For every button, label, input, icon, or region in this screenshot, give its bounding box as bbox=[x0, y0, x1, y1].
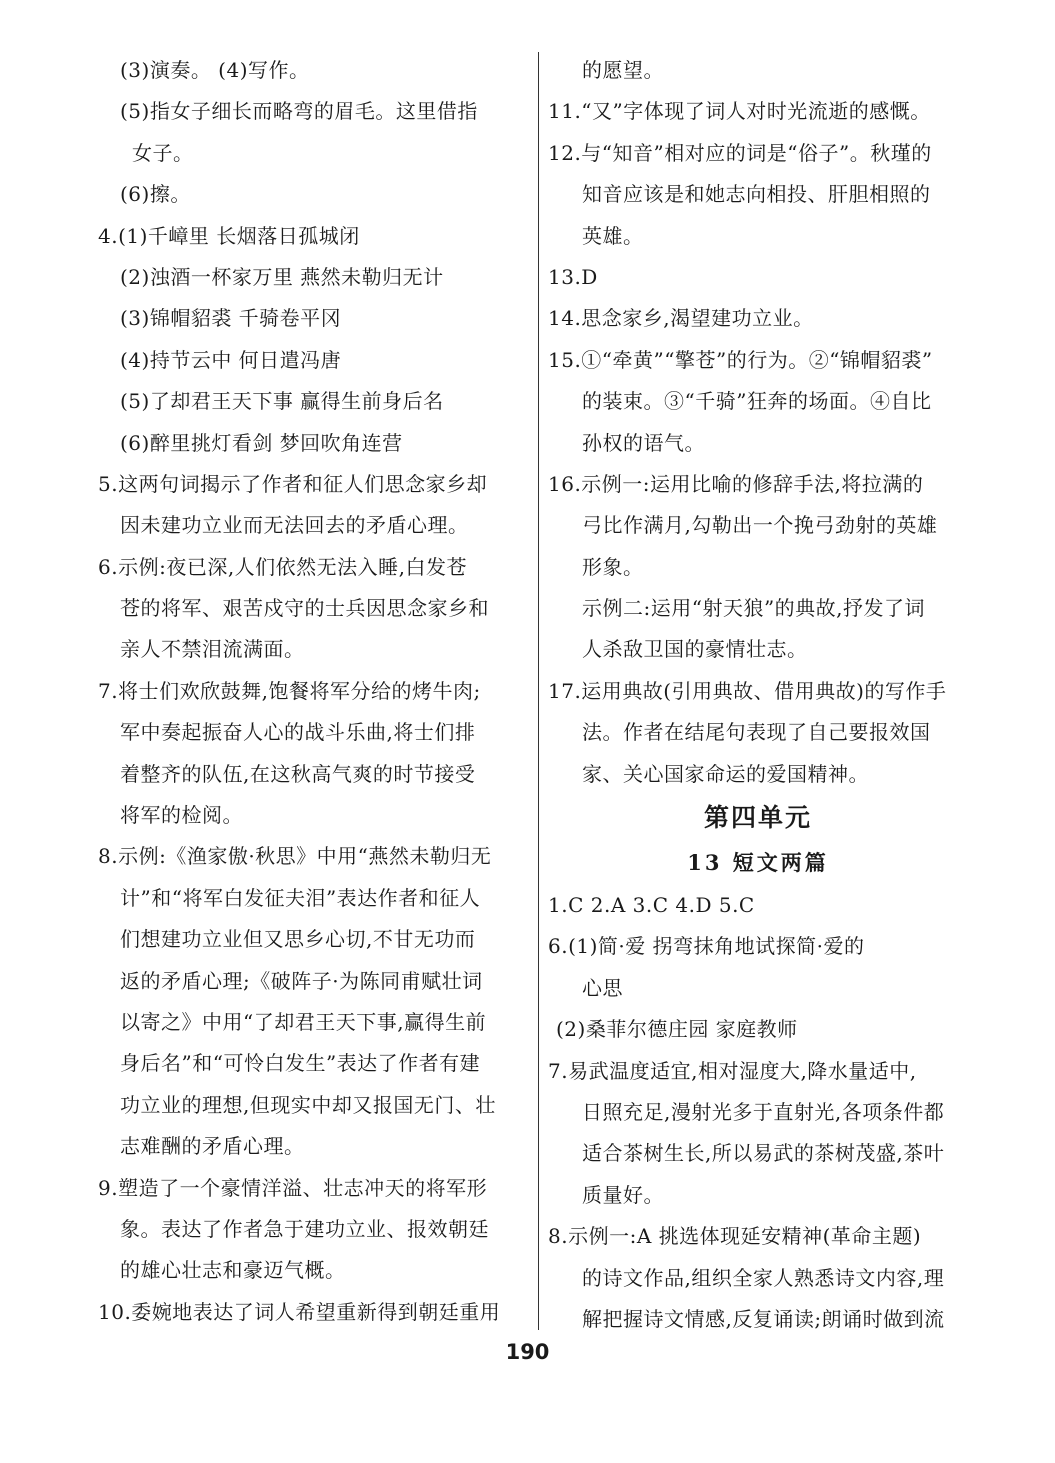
answer-line: 11.“又”字体现了词人对时光流逝的感慨。 bbox=[548, 99, 931, 124]
answer-line: 解把握诗文情感,反复诵读;朗诵时做到流 bbox=[582, 1306, 945, 1331]
answer-line: 17.运用典故(引用典故、借用典故)的写作手 bbox=[548, 678, 947, 703]
answer-line: 孙权的语气。 bbox=[582, 430, 705, 455]
answer-line: (5)指女子细长而略弯的眉毛。这里借指 bbox=[120, 99, 478, 124]
answer-line: 5.这两句词揭示了作者和征人们思念家乡却 bbox=[98, 471, 488, 496]
answer-line: 们想建功立业但又思乡心切,不甘无功而 bbox=[120, 927, 476, 952]
left-column bbox=[98, 50, 528, 1333]
page-number: 190 bbox=[505, 1340, 550, 1364]
answer-line: 女子。 bbox=[132, 140, 194, 165]
answer-line: 象。表达了作者急于建功立业、报效朝廷 bbox=[120, 1216, 489, 1241]
answer-line: 返的矛盾心理;《破阵子·为陈同甫赋壮词 bbox=[120, 968, 483, 993]
answer-line: (2)浊酒一杯家万里 燕然未勒归无计 bbox=[120, 264, 444, 289]
answer-line: 知音应该是和她志向相投、肝胆相照的 bbox=[582, 182, 931, 207]
answer-line: 的愿望。 bbox=[582, 58, 664, 82]
answer-line: 形象。 bbox=[582, 554, 644, 579]
answer-line: 志难酬的矛盾心理。 bbox=[120, 1134, 305, 1159]
answer-line: 因未建功立业而无法回去的矛盾心理。 bbox=[120, 513, 469, 538]
answer-line: 14.思念家乡,渴望建功立业。 bbox=[548, 306, 814, 331]
answer-line: 的诗文作品,组织全家人熟悉诗文内容,理 bbox=[582, 1265, 945, 1290]
answer-line: 6.示例:夜已深,人们依然无法入睡,白发苍 bbox=[98, 554, 468, 579]
answer-line: 将军的检阅。 bbox=[120, 803, 243, 828]
answer-line: 1.C 2.A 3.C 4.D 5.C bbox=[548, 893, 755, 918]
answer-line: 8.示例一:A 挑选体现延安精神(革命主题) bbox=[548, 1224, 922, 1249]
answer-line: (4)持节云中 何日遣冯唐 bbox=[120, 347, 342, 372]
answer-line: 7.将士们欢欣鼓舞,饱餐将军分给的烤牛肉; bbox=[98, 678, 481, 703]
answer-line: (6)擦。 bbox=[120, 182, 191, 207]
answer-line: 弓比作满月,勾勒出一个挽弓劲射的英雄 bbox=[582, 513, 938, 538]
answer-line: (3)锦帽貂裘 千骑卷平冈 bbox=[120, 306, 342, 331]
answer-line: 的装束。③“千骑”狂奔的场面。④自比 bbox=[582, 389, 932, 414]
answer-line: 军中奏起振奋人心的战斗乐曲,将士们排 bbox=[120, 720, 476, 745]
answer-line: 质量好。 bbox=[582, 1182, 664, 1207]
answer-line: 6.(1)简·爱 拐弯抹角地试探简·爱的 bbox=[548, 934, 865, 959]
answer-line: 功立业的理想,但现实中却又报国无门、壮 bbox=[120, 1092, 496, 1117]
answer-line: (2)桑菲尔德庄园 家庭教师 bbox=[556, 1017, 798, 1042]
answer-line: (5)了却君王天下事 赢得生前身后名 bbox=[120, 389, 444, 414]
answer-line: 10.委婉地表达了词人希望重新得到朝廷重用 bbox=[98, 1299, 501, 1324]
answer-line: 日照充足,漫射光多于直射光,各项条件都 bbox=[582, 1099, 945, 1124]
answer-line: 心思 bbox=[582, 975, 623, 1000]
answer-line: (6)醉里挑灯看剑 梦回吹角连营 bbox=[120, 430, 403, 455]
answer-line: 人杀敌卫国的豪情壮志。 bbox=[582, 637, 808, 662]
answer-line: 9.塑造了一个豪情洋溢、壮志冲天的将军形 bbox=[98, 1175, 488, 1200]
answer-line: 苍的将军、艰苦戍守的士兵因思念家乡和 bbox=[120, 596, 489, 621]
column-divider bbox=[538, 52, 539, 1330]
answer-line: 着整齐的队伍,在这秋高气爽的时节接受 bbox=[120, 761, 476, 786]
answer-line: 的雄心壮志和豪迈气概。 bbox=[120, 1258, 346, 1283]
answer-line: 法。作者在结尾句表现了自己要报效国 bbox=[582, 720, 931, 745]
answer-line: 示例二:运用“射天狼”的典故,抒发了词 bbox=[582, 596, 926, 621]
answer-line: 4.(1)千嶂里 长烟落日孤城闭 bbox=[98, 223, 360, 248]
answer-line: 8.示例:《渔家傲·秋思》中用“燕然未勒归无 bbox=[98, 844, 492, 869]
lesson-heading: 13 短文两篇 bbox=[687, 850, 829, 876]
answer-line: 亲人不禁泪流满面。 bbox=[120, 637, 305, 662]
answer-line: 7.易武温度适宜,相对湿度大,降水量适中, bbox=[548, 1058, 917, 1083]
answer-line: 计”和“将军白发征夫泪”表达作者和征人 bbox=[120, 885, 481, 910]
answer-line: 家、关心国家命运的爱国精神。 bbox=[582, 761, 869, 786]
unit-heading: 第四单元 bbox=[703, 803, 812, 833]
answer-line: (3)演奏。 (4)写作。 bbox=[120, 58, 310, 82]
answer-line: 身后名”和“可怜白发生”表达了作者有建 bbox=[120, 1051, 481, 1076]
answer-line: 适合茶树生长,所以易武的茶树茂盛,茶叶 bbox=[582, 1141, 945, 1166]
answer-line: 以寄之》中用“了却君王天下事,赢得生前 bbox=[120, 1009, 487, 1034]
answer-line: 13.D bbox=[548, 264, 598, 289]
right-column bbox=[548, 50, 968, 1340]
answer-line: 16.示例一:运用比喻的修辞手法,将拉满的 bbox=[548, 471, 924, 496]
answer-line: 15.①“牵黄”“擎苍”的行为。②“锦帽貂裘” bbox=[548, 347, 933, 372]
answer-line: 12.与“知音”相对应的词是“俗子”。秋瑾的 bbox=[548, 140, 932, 165]
answer-line: 英雄。 bbox=[582, 223, 644, 248]
